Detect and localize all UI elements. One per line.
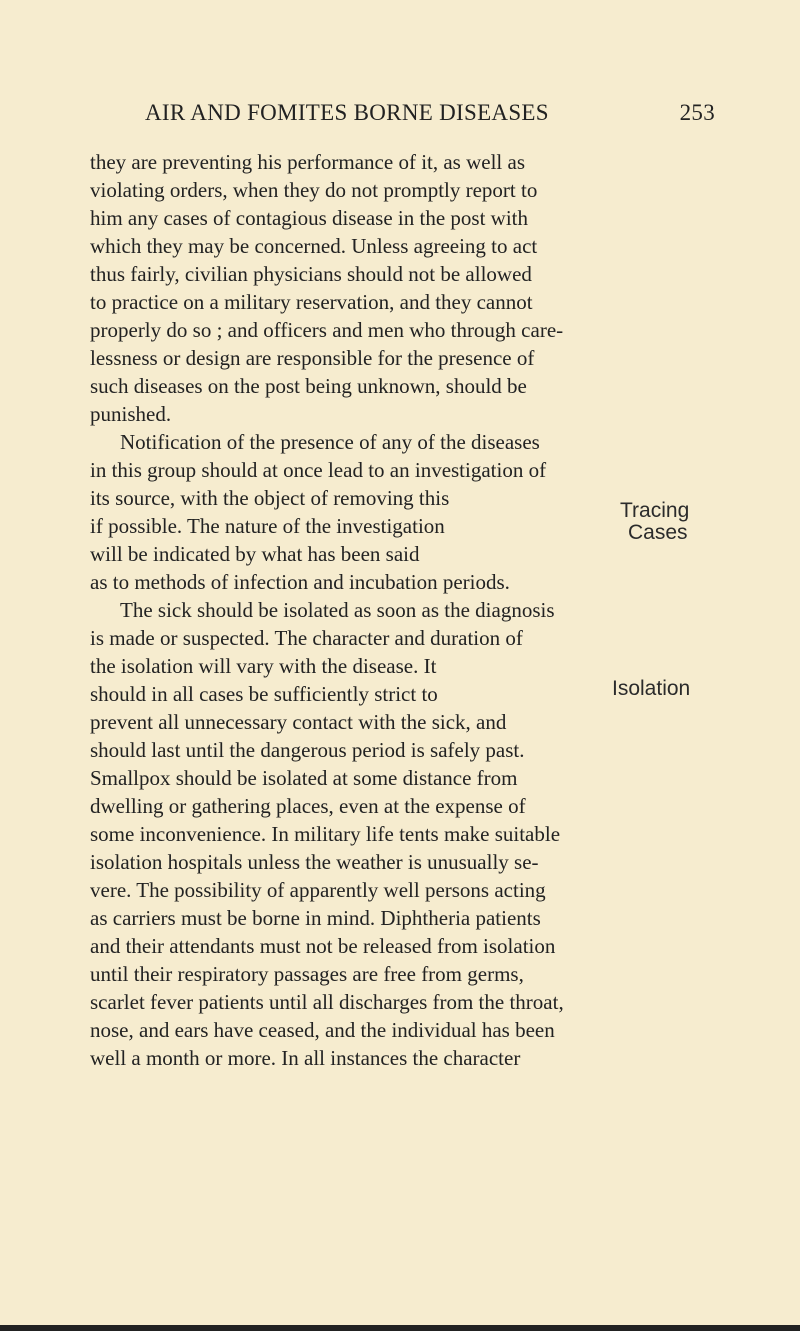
- side-note-isolation: [612, 678, 690, 700]
- text-line: in this group should at once lead to an investigation of: [90, 458, 547, 482]
- side-note-line: Isolation: [612, 677, 691, 700]
- side-note-line: Cases: [628, 521, 688, 544]
- text-line: punished.: [90, 402, 172, 426]
- page-number: 253: [679, 100, 715, 125]
- text-line: they are preventing his performance of it, as well as: [90, 150, 526, 174]
- side-note-tracing-cases: [620, 500, 689, 544]
- text-line: thus fairly, civilian physicians should not be allowed: [90, 262, 532, 286]
- text-line: should last until the dangerous period is safely past.: [90, 738, 525, 762]
- text-line: is made or suspected. The character and duration of: [90, 626, 523, 650]
- text-line: him any cases of contagious disease in the post with: [90, 206, 528, 230]
- text-line: well a month or more. In all instances the character: [90, 1046, 521, 1070]
- text-line: Smallpox should be isolated at some distance from: [90, 766, 518, 790]
- text-line: properly do so ; and officers and men who through care-: [90, 318, 564, 342]
- text-line: and their attendants must not be released from isolation: [90, 934, 556, 958]
- page-bottom-rule: [0, 1325, 800, 1331]
- text-line: dwelling or gathering places, even at the expense of: [90, 794, 526, 818]
- text-line: isolation hospitals unless the weather is unusually se-: [90, 850, 539, 874]
- text-line: which they may be concerned. Unless agreeing to act: [90, 234, 538, 258]
- text-line: its source, with the object of removing this: [90, 486, 450, 510]
- text-line: should in all cases be sufficiently strict to: [90, 682, 438, 706]
- text-line: lessness or design are responsible for the presence of: [90, 346, 535, 370]
- side-note-line: Tracing: [620, 499, 690, 522]
- running-title: AIR AND FOMITES BORNE DISEASES: [145, 100, 549, 125]
- text-line: as carriers must be borne in mind. Diphtheria patients: [90, 906, 541, 930]
- text-line: as to methods of infection and incubation periods.: [90, 570, 510, 594]
- text-line: the isolation will vary with the disease. It: [90, 654, 437, 678]
- text-line: vere. The possibility of apparently well persons acting: [90, 878, 546, 902]
- text-line: such diseases on the post being unknown, should be: [90, 374, 527, 398]
- text-line: The sick should be isolated as soon as the diagnosis: [120, 598, 555, 622]
- text-line: violating orders, when they do not promptly report to: [90, 178, 538, 202]
- text-line: until their respiratory passages are free from germs,: [90, 962, 524, 986]
- text-line: some inconvenience. In military life tents make suitable: [90, 822, 561, 846]
- text-line: if possible. The nature of the investigation: [90, 514, 445, 538]
- text-line: prevent all unnecessary contact with the sick, and: [90, 710, 507, 734]
- text-line: scarlet fever patients until all discharges from the throat,: [90, 990, 564, 1014]
- text-line: will be indicated by what has been said: [90, 542, 420, 566]
- text-line: to practice on a military reservation, and they cannot: [90, 290, 533, 314]
- text-line: Notification of the presence of any of the diseases: [120, 430, 540, 454]
- text-line: nose, and ears have ceased, and the individual has been: [90, 1018, 555, 1042]
